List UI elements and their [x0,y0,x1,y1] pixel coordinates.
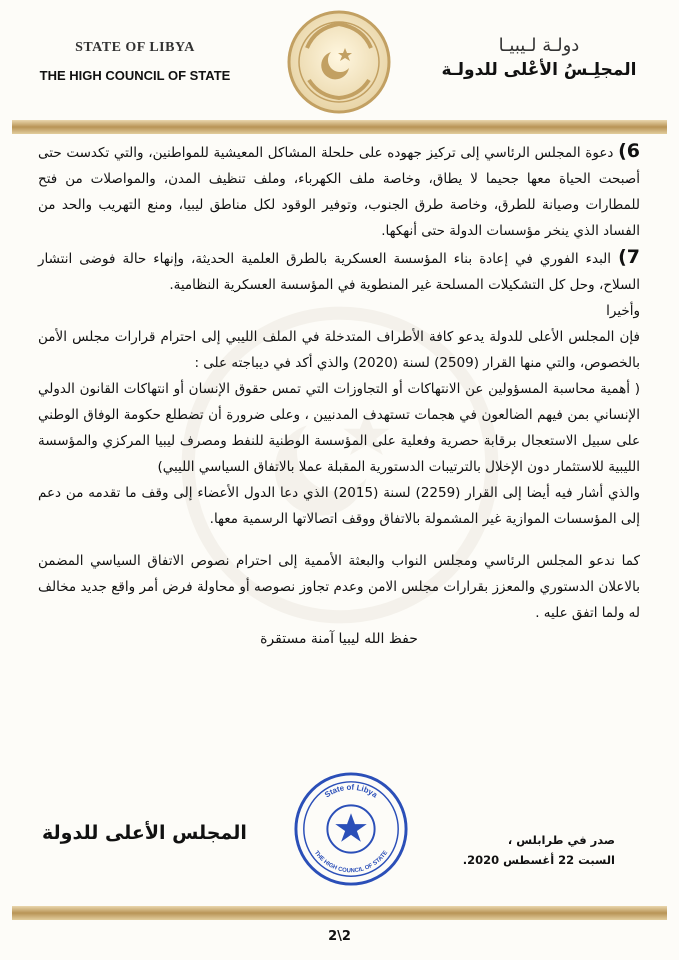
footer-divider [12,906,667,920]
item-7 [38,244,640,298]
item-7-number: 7) [618,246,640,268]
page-number: 2\2 [328,929,351,944]
finally-label: وأخيرا [606,303,640,319]
letterhead-arabic [439,35,639,80]
official-stamp-icon [292,770,410,888]
letter-body [38,138,640,652]
issue-place: صدر في طرابلس ، [507,833,615,847]
letterhead-english [35,40,235,83]
closing-line: حفظ الله ليبيا آمنة مستقرة [260,631,418,647]
item-7-text: البدء الفوري في إعادة بناء المؤسسة العسكرية بالطرق العلمية الحديثة، وإنهاء حالة فوضى انتشار السلاح، وحل كل التشكيلات المسلحة غير المنطوية في المؤسسة العسكرية النظامية. [38,251,640,293]
signature: المجلس الأعلى للدولة [42,822,247,844]
svg-text:State of Libya [323,783,380,800]
header-divider [12,120,667,134]
resolution-2259-paragraph: والذي أشار فيه أيضا إلى القرار (2259) لسنة (2015) الذي دعا الدول الأعضاء إلى وقف ما تقدمه من دعم إلى المؤسسات الموازية غير المشمولة بالاتفاق ووقف اتصالاتها الرسمية معها. [38,485,640,527]
council-emblem-icon [285,8,393,116]
letterhead-ar-council: المجلِـسُ الأعْلى للدولـة [441,60,637,80]
resolution-quote-paragraph: ( أهمية محاسبة المسؤولين عن الانتهاكات أو التجاوزات التي تمس حقوق الإنسان أو انتهاكات القانون الدولي الإنساني بمن فيهم الضالعون في هجمات تستهدف المدنيين ، وعلى ضرورة أن تضطلع حكومة الوفاق الوطني على سبيل الاستعجال برقابة حصرية وفعلية على المؤسسة الوطنية للنفط ومصرف ليبيا المركزي والمؤسسة الليبية للاستثمار دون الإخلال بالترتيبات الدستورية المقبلة عملا بالاتفاق السياسي الليبي) [38,381,640,475]
item-6-text: دعوة المجلس الرئاسي إلى تركيز جهوده على حلحلة المشاكل المعيشية للمواطنين، والتي تكدست حتى أصبحت الحياة معها جحيما لا يطاق، وخاصة ملف الكهرباء، وملف تنظيف المدن، والمواصلات من فتح للمطارات وصيانة للطرق، وخاصة طرق الجنوب، وتوفير الوقود لكل مناطق ليبيا، ومنع التهريب والحد من الفساد الذي ينخر مؤسسات الدولة حتى أنهكها. [38,145,640,239]
letterhead-ar-state: دولـة لـيبيـا [498,35,580,56]
item-6-number: 6) [618,140,640,162]
letterhead-en-council: THE HIGH COUNCIL OF STATE [39,68,231,83]
issue-date: السبت 22 أغسطس 2020. [462,853,615,867]
svg-text:THE HIGH COUNCIL OF STATE [313,850,389,874]
stamp-bottom-text: THE HIGH COUNCIL OF STATE [312,849,390,875]
call-to-parties-paragraph: كما ندعو المجلس الرئاسي ومجلس النواب والبعثة الأممية إلى احترام نصوص الاتفاق السياسي المضمن بالاعلان الدستوري والمعزز بقرارات مجلس الامن وعدم تجاوز نصوصه أو محاولة فرض أمر واقع جديد مخالف له ولما اتفق عليه . [38,553,640,621]
issue-info [463,830,615,870]
letterhead-en-state: STATE OF LIBYA [75,40,195,55]
stamp-top-text: State of Libya [323,782,380,800]
council-call-paragraph: فإن المجلس الأعلى للدولة يدعو كافة الأطراف المتدخلة في الملف الليبي إلى احترام قرارات مجلس الأمن بالخصوص، والتي منها القرار (2509) لسنة (2020) والذي أكد في ديباجته على : [38,329,640,371]
item-6 [38,138,640,244]
